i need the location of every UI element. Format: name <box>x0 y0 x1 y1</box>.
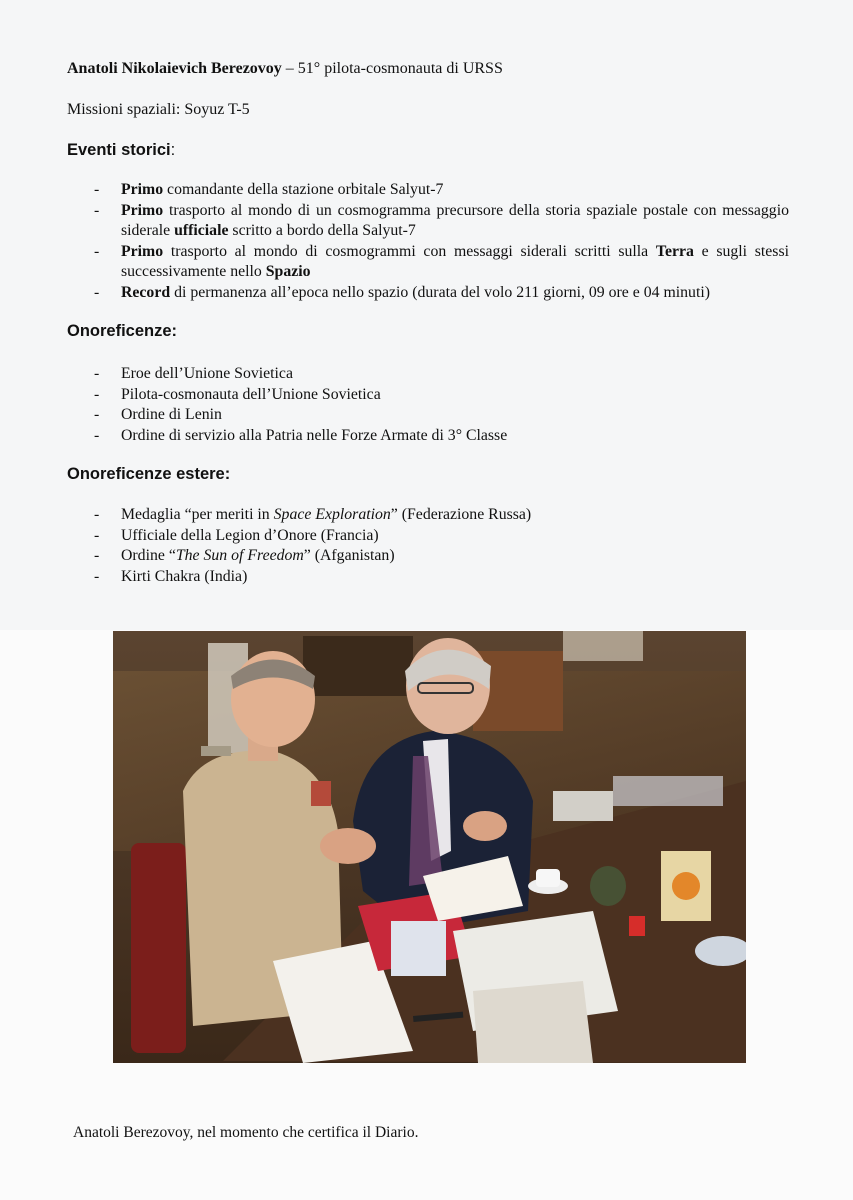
item-text: scritto a bordo della Salyut-7 <box>228 222 416 239</box>
missions-line: Missioni spaziali: Soyuz T-5 <box>67 101 250 118</box>
onorificenze-heading: Onoreficenze: <box>67 322 178 340</box>
back-lamp <box>563 631 643 661</box>
plastic-bag <box>553 791 613 821</box>
item-text: ” (Federazione Russa) <box>390 506 532 523</box>
photo-caption: Anatoli Berezovoy, nel momento che certifica il Diario. <box>73 1124 419 1141</box>
item-bold: ufficiale <box>174 222 229 239</box>
glass <box>590 866 626 906</box>
item-bold: Primo <box>121 181 164 198</box>
list-item <box>94 546 794 567</box>
item-bold: Primo <box>121 242 164 260</box>
item-text: Medaglia “per meriti in <box>121 506 274 523</box>
item-text: comandante della stazione orbitale Salyut-7 <box>163 181 444 198</box>
list-item <box>94 242 789 283</box>
handshake <box>320 828 376 864</box>
item-italic: The Sun of Freedom <box>175 547 304 564</box>
estere-list <box>94 505 794 587</box>
diary-page <box>473 981 593 1063</box>
list-item <box>94 283 789 304</box>
header-title: – 51° pilota-cosmonauta di URSS <box>281 60 503 77</box>
item-bold: Record <box>121 283 171 301</box>
header-line <box>67 60 503 78</box>
item-bold: Spazio <box>265 263 311 280</box>
item-text: trasporto al mondo di cosmogrammi con messaggi siderali scritti sulla <box>163 242 656 260</box>
red-chair <box>131 843 186 1053</box>
list-item <box>94 201 789 242</box>
item-text: ” (Afganistan) <box>303 547 395 564</box>
eventi-list <box>94 180 789 303</box>
item-text: e sugli stessi successivamente nello <box>121 242 789 280</box>
list-item: - Pilota-cosmonauta dell’Unione Sovietica <box>94 385 794 406</box>
salt-shaker <box>629 916 645 936</box>
onorificenze-list <box>94 364 794 446</box>
back-table <box>303 636 413 696</box>
epaulette <box>201 746 231 756</box>
list-item <box>94 180 789 201</box>
photo-illustration <box>113 631 746 1063</box>
list-item: - Eroe dell’Unione Sovietica <box>94 364 794 385</box>
hand-right <box>463 811 507 841</box>
item-text: trasporto al mondo di un cosmogramma precursore della storia spaziale postale con messaggio siderale <box>121 201 789 239</box>
orange-print <box>672 872 700 900</box>
cosmonaut-photo <box>391 921 446 976</box>
medals <box>311 781 331 806</box>
list-item: - Ufficiale della Legion d’Onore (Francia) <box>94 526 794 547</box>
item-bold: Primo <box>121 201 164 219</box>
item-text: di permanenza all’epoca nello spazio (durata del volo 211 giorni, 09 ore e 04 minuti) <box>170 283 710 301</box>
list-item: - Ordine di servizio alla Patria nelle Forze Armate di 3° Classe <box>94 426 794 447</box>
eventi-heading: Eventi storici: <box>67 141 176 159</box>
eventi-heading-text: Eventi storici <box>67 141 171 159</box>
napkin <box>613 776 723 806</box>
signing-photo <box>113 631 746 1063</box>
list-item: - Kirti Chakra (India) <box>94 567 794 588</box>
item-text: Ordine “ <box>121 547 176 564</box>
item-bold: Terra <box>655 242 694 260</box>
list-item: - Ordine di Lenin <box>94 405 794 426</box>
item-italic: Space Exploration <box>273 506 391 523</box>
cosmonaut-name: Anatoli Nikolaievich Berezovoy <box>67 60 282 77</box>
estere-heading: Onoreficenze estere: <box>67 465 231 483</box>
list-item <box>94 505 794 526</box>
cup <box>536 869 560 887</box>
